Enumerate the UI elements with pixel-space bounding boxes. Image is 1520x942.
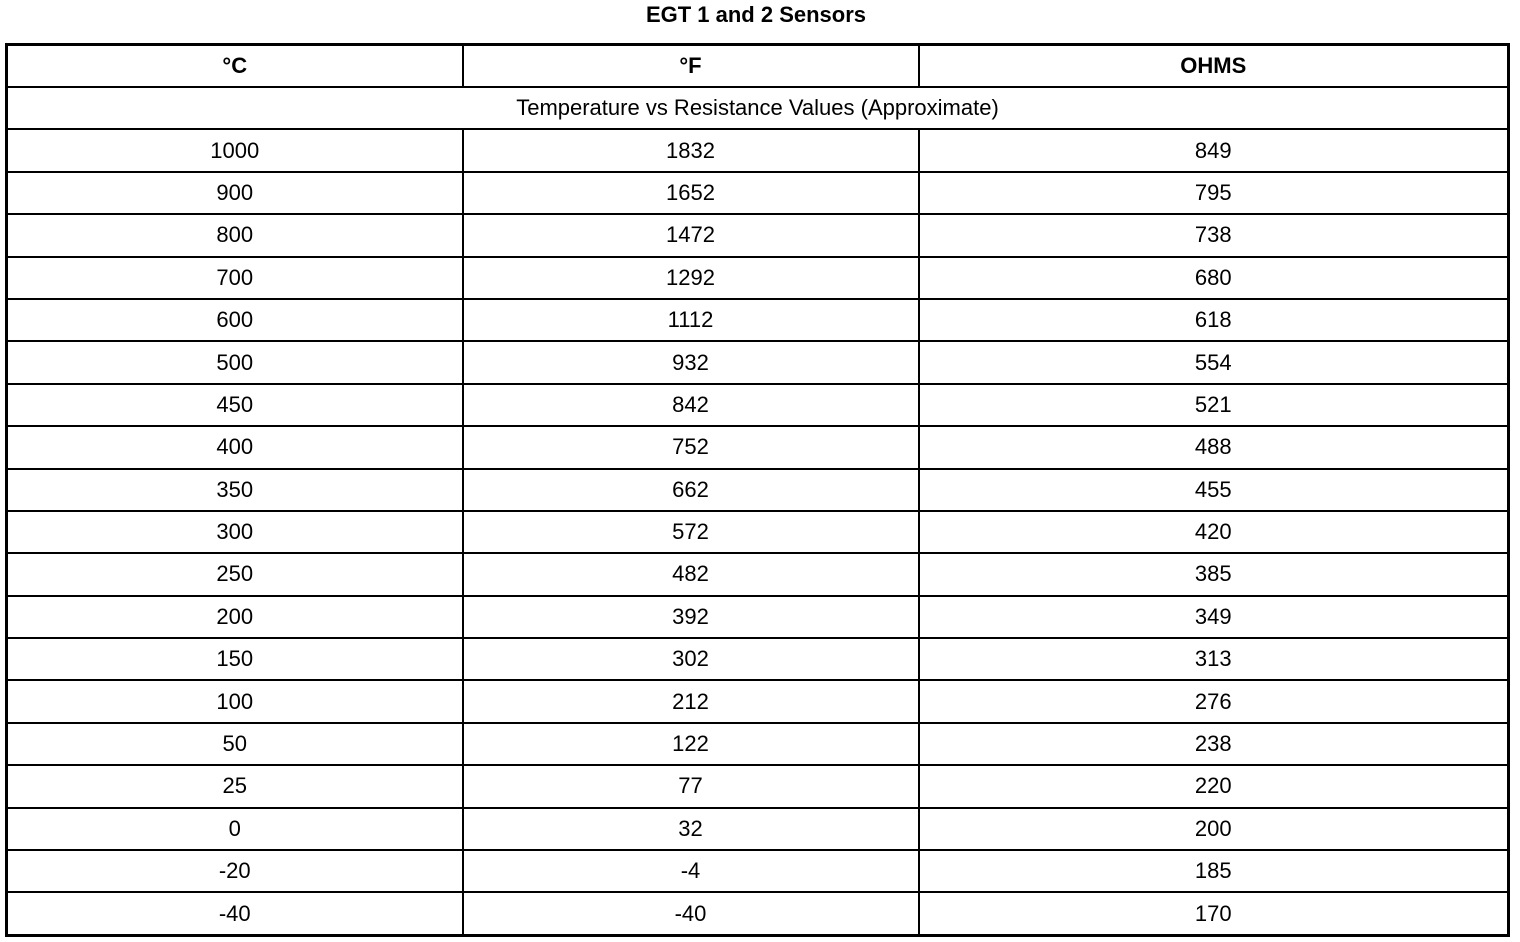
cell-ohms: 385 xyxy=(919,553,1509,595)
cell-celsius: 0 xyxy=(7,808,463,850)
cell-ohms: 680 xyxy=(919,257,1509,299)
table-row xyxy=(7,129,1509,171)
table-row xyxy=(7,341,1509,383)
cell-celsius: 800 xyxy=(7,214,463,256)
table-row xyxy=(7,172,1509,214)
cell-ohms: 220 xyxy=(919,765,1509,807)
cell-fahrenheit: 932 xyxy=(463,341,919,383)
cell-celsius: 100 xyxy=(7,680,463,722)
cell-fahrenheit: 302 xyxy=(463,638,919,680)
cell-celsius: 600 xyxy=(7,299,463,341)
cell-celsius: 50 xyxy=(7,723,463,765)
table-row xyxy=(7,511,1509,553)
subtitle-row xyxy=(7,87,1509,129)
cell-fahrenheit: 212 xyxy=(463,680,919,722)
header-row xyxy=(7,45,1509,88)
cell-celsius: 150 xyxy=(7,638,463,680)
table-row xyxy=(7,765,1509,807)
table-row xyxy=(7,638,1509,680)
header-ohms: OHMS xyxy=(919,45,1509,88)
cell-fahrenheit: 752 xyxy=(463,426,919,468)
cell-ohms: 420 xyxy=(919,511,1509,553)
cell-ohms: 554 xyxy=(919,341,1509,383)
cell-celsius: 1000 xyxy=(7,129,463,171)
table-row xyxy=(7,426,1509,468)
table-row xyxy=(7,723,1509,765)
cell-fahrenheit: 842 xyxy=(463,384,919,426)
cell-fahrenheit: 482 xyxy=(463,553,919,595)
cell-ohms: 185 xyxy=(919,850,1509,892)
cell-ohms: 170 xyxy=(919,892,1509,935)
cell-fahrenheit: 662 xyxy=(463,469,919,511)
cell-fahrenheit: 572 xyxy=(463,511,919,553)
header-fahrenheit: °F xyxy=(463,45,919,88)
table-row xyxy=(7,553,1509,595)
cell-fahrenheit: 32 xyxy=(463,808,919,850)
cell-ohms: 200 xyxy=(919,808,1509,850)
cell-ohms: 795 xyxy=(919,172,1509,214)
cell-ohms: 618 xyxy=(919,299,1509,341)
cell-celsius: 25 xyxy=(7,765,463,807)
cell-ohms: 521 xyxy=(919,384,1509,426)
table-title: EGT 1 and 2 Sensors xyxy=(645,2,867,27)
table-row xyxy=(7,596,1509,638)
cell-ohms: 276 xyxy=(919,680,1509,722)
cell-fahrenheit: 1472 xyxy=(463,214,919,256)
temperature-resistance-table xyxy=(5,43,1510,937)
cell-ohms: 849 xyxy=(919,129,1509,171)
cell-fahrenheit: 122 xyxy=(463,723,919,765)
cell-fahrenheit: 1112 xyxy=(463,299,919,341)
cell-ohms: 455 xyxy=(919,469,1509,511)
table-row xyxy=(7,469,1509,511)
table-subtitle: Temperature vs Resistance Values (Approximate) xyxy=(7,87,1509,129)
table-row xyxy=(7,808,1509,850)
cell-celsius: 450 xyxy=(7,384,463,426)
table-row xyxy=(7,257,1509,299)
table-row xyxy=(7,384,1509,426)
cell-celsius: 700 xyxy=(7,257,463,299)
cell-fahrenheit: 392 xyxy=(463,596,919,638)
table-row xyxy=(7,680,1509,722)
cell-ohms: 313 xyxy=(919,638,1509,680)
cell-fahrenheit: 1292 xyxy=(463,257,919,299)
cell-celsius: 250 xyxy=(7,553,463,595)
cell-fahrenheit: 77 xyxy=(463,765,919,807)
cell-ohms: 738 xyxy=(919,214,1509,256)
table-row xyxy=(7,892,1509,935)
cell-celsius: 400 xyxy=(7,426,463,468)
cell-ohms: 238 xyxy=(919,723,1509,765)
cell-fahrenheit: 1652 xyxy=(463,172,919,214)
table-row xyxy=(7,299,1509,341)
table-row xyxy=(7,214,1509,256)
cell-celsius: 300 xyxy=(7,511,463,553)
cell-ohms: 488 xyxy=(919,426,1509,468)
header-celsius: °C xyxy=(7,45,463,88)
cell-celsius: 200 xyxy=(7,596,463,638)
cell-fahrenheit: -40 xyxy=(463,892,919,935)
cell-celsius: 350 xyxy=(7,469,463,511)
cell-fahrenheit: 1832 xyxy=(463,129,919,171)
cell-celsius: 500 xyxy=(7,341,463,383)
cell-celsius: -40 xyxy=(7,892,463,935)
table-row xyxy=(7,850,1509,892)
cell-ohms: 349 xyxy=(919,596,1509,638)
cell-celsius: 900 xyxy=(7,172,463,214)
cell-fahrenheit: -4 xyxy=(463,850,919,892)
cell-celsius: -20 xyxy=(7,850,463,892)
